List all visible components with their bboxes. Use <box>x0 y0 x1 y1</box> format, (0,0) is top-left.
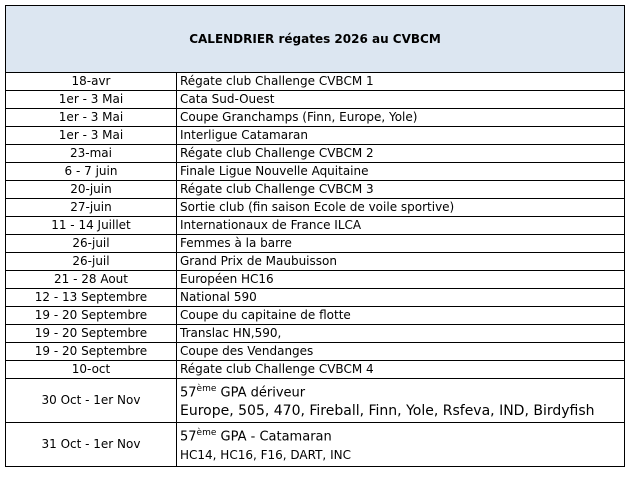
date-cell: 23-mai <box>6 145 177 163</box>
date-cell: 19 - 20 Septembre <box>6 325 177 343</box>
event-cell: Régate club Challenge CVBCM 2 <box>177 145 625 163</box>
edition-number: 57 <box>180 429 197 445</box>
event-cell: Femmes à la barre <box>177 235 625 253</box>
date-cell: 20-juin <box>6 181 177 199</box>
date-cell: 19 - 20 Septembre <box>6 343 177 361</box>
gpa-catamaran-title <box>180 424 621 446</box>
date-cell: 19 - 20 Septembre <box>6 307 177 325</box>
table-row <box>6 145 625 163</box>
event-cell: Régate club Challenge CVBCM 3 <box>177 181 625 199</box>
event-cell: Coupe du capitaine de flotte <box>177 307 625 325</box>
event-cell: Coupe Granchamps (Finn, Europe, Yole) <box>177 109 625 127</box>
table-row <box>6 271 625 289</box>
event-cell: National 590 <box>177 289 625 307</box>
gpa-catamaran-classes: HC14, HC16, F16, DART, INC <box>180 448 351 463</box>
table-row <box>6 163 625 181</box>
edition-suffix: ème <box>196 383 217 394</box>
table-row <box>6 127 625 145</box>
date-cell: 21 - 28 Aout <box>6 271 177 289</box>
gpa-title-text: GPA - Catamaran <box>216 429 332 445</box>
gpa-title-text: GPA dériveur <box>216 385 306 401</box>
date-cell: 18-avr <box>6 73 177 91</box>
gpa-deriveur-classes: Europe, 505, 470, Fireball, Finn, Yole, Rsfeva, IND, Birdyfish <box>180 403 595 420</box>
date-cell: 12 - 13 Septembre <box>6 289 177 307</box>
event-cell: Régate club Challenge CVBCM 1 <box>177 73 625 91</box>
date-cell: 1er - 3 Mai <box>6 127 177 145</box>
event-cell: Européen HC16 <box>177 271 625 289</box>
event-cell: Cata Sud-Ouest <box>177 91 625 109</box>
event-cell: Sortie club (fin saison Ecole de voile sportive) <box>177 199 625 217</box>
event-cell: Régate club Challenge CVBCM 4 <box>177 361 625 379</box>
table-row-gpa-deriveur <box>6 379 625 423</box>
event-cell <box>177 379 625 423</box>
gpa-rows <box>6 379 625 467</box>
table-row <box>6 73 625 91</box>
regatta-table <box>5 72 625 467</box>
date-cell: 1er - 3 Mai <box>6 109 177 127</box>
event-cell: Coupe des Vendanges <box>177 343 625 361</box>
gpa-deriveur-title <box>180 380 621 402</box>
table-row <box>6 91 625 109</box>
event-cell: Grand Prix de Maubuisson <box>177 253 625 271</box>
table-row <box>6 343 625 361</box>
edition-suffix: ème <box>196 427 217 438</box>
table-row-gpa-catamaran <box>6 423 625 467</box>
date-cell: 26-juil <box>6 253 177 271</box>
table-row <box>6 361 625 379</box>
table-row <box>6 289 625 307</box>
calendar-title: CALENDRIER régates 2026 au CVBCM <box>189 32 441 46</box>
date-cell: 11 - 14 Juillet <box>6 217 177 235</box>
table-row <box>6 253 625 271</box>
event-cell: Internationaux de France ILCA <box>177 217 625 235</box>
event-cell <box>177 423 625 467</box>
event-cell: Interligue Catamaran <box>177 127 625 145</box>
table-row <box>6 325 625 343</box>
regatta-rows <box>6 73 625 379</box>
date-cell: 6 - 7 juin <box>6 163 177 181</box>
date-cell: 26-juil <box>6 235 177 253</box>
table-row <box>6 199 625 217</box>
table-row <box>6 181 625 199</box>
table-row <box>6 307 625 325</box>
event-cell: Finale Ligue Nouvelle Aquitaine <box>177 163 625 181</box>
table-row <box>6 235 625 253</box>
edition-number: 57 <box>180 385 197 401</box>
date-cell: 10-oct <box>6 361 177 379</box>
date-cell: 31 Oct - 1er Nov <box>6 423 177 467</box>
calendar-header <box>5 5 625 73</box>
table-row <box>6 109 625 127</box>
regatta-calendar-sheet <box>5 5 627 485</box>
date-cell: 1er - 3 Mai <box>6 91 177 109</box>
event-cell: Translac HN,590, <box>177 325 625 343</box>
date-cell: 27-juin <box>6 199 177 217</box>
table-row <box>6 217 625 235</box>
date-cell: 30 Oct - 1er Nov <box>6 379 177 423</box>
